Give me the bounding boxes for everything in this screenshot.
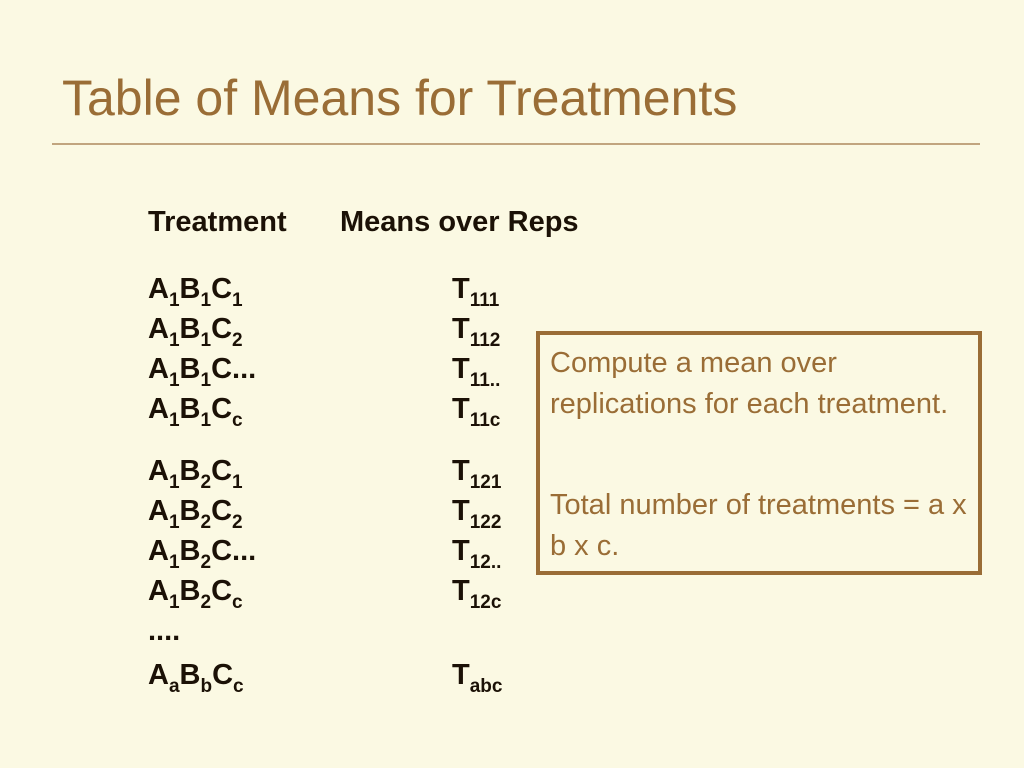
note-box: [536, 331, 982, 575]
mean-cell: $T_{12..}$: [452, 535, 502, 573]
treatment-cell: $A_1B_2C_1$: [148, 455, 243, 493]
means-column-header: Means over Reps: [340, 206, 579, 238]
mean-cell: $T_{111}$: [452, 273, 500, 311]
mean-cell: $T_{12c}$: [452, 575, 502, 613]
mean-cell: $T_{11..}$: [452, 353, 501, 391]
note-paragraph-2: Total number of treatments = a x b x c.: [550, 489, 967, 562]
treatment-cell: $A_1B_1C_1$: [148, 273, 243, 311]
treatment-cell: $A_1B_2C_c$: [148, 575, 243, 613]
slide-title: Table of Means for Treatments: [62, 70, 738, 126]
treatment-cell: $A_1B_1C$...: [148, 353, 257, 391]
treatment-cell: $A_aB_bC_c$: [148, 659, 244, 697]
mean-cell: $T_{abc}$: [452, 659, 503, 697]
treatment-cell: $A_1B_1C_2$: [148, 313, 243, 351]
mean-cell: $T_{112}$: [452, 313, 501, 351]
note-paragraph-1: Compute a mean over replications for each treatment.: [550, 347, 949, 420]
mean-cell: $T_{122}$: [452, 495, 502, 533]
mean-cell: $T_{121}$: [452, 455, 502, 493]
treatment-cell: $A_1B_1C_c$: [148, 393, 243, 431]
treatment-column-header: Treatment: [148, 206, 287, 238]
ellipsis-row: ....: [148, 615, 181, 647]
mean-cell: $T_{11c}$: [452, 393, 501, 431]
title-divider: [52, 143, 980, 145]
treatment-cell: $A_1B_2C_2$: [148, 495, 243, 533]
treatment-cell: $A_1B_2C$...: [148, 535, 257, 573]
